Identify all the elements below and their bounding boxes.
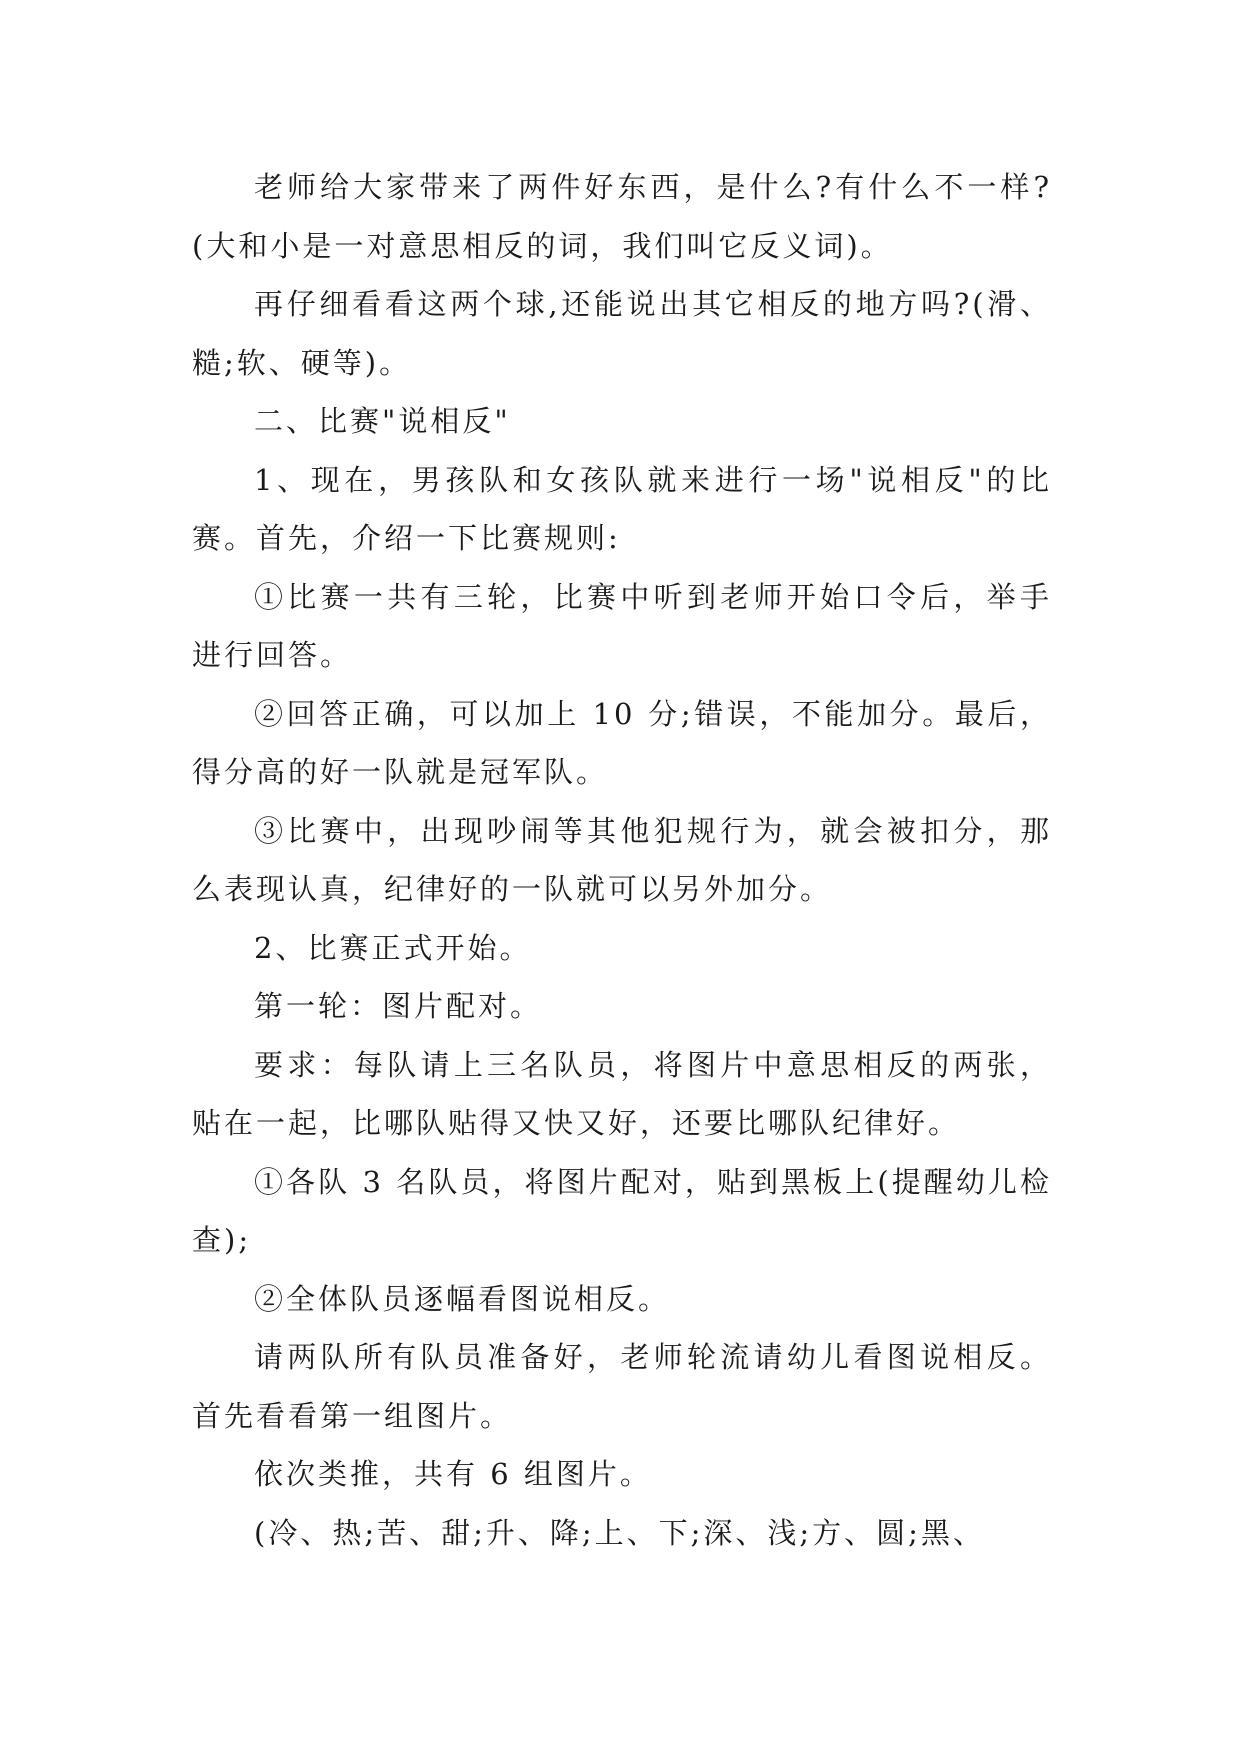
paragraph-teacher-instruction: 请两队所有队员准备好，老师轮流请幼儿看图说相反。首先看看第一组图片。 (192, 1340, 1052, 1433)
paragraph-intro-question: 老师给大家带来了两件好东西，是什么?有什么不一样?(大和小是一对意思相反的词，我们叫它反义词)。 (192, 170, 1052, 263)
paragraph-competition-intro: 1、现在，男孩队和女孩队就来进行一场"说相反"的比赛。首先，介绍一下比赛规则: (192, 462, 1052, 555)
round-one-requirements: 要求：每队请上三名队员，将图片中意思相反的两张，贴在一起，比哪队贴得又快又好，还要比哪队纪律好。 (192, 1047, 1052, 1140)
rule-item-3: ③比赛中，出现吵闹等其他犯规行为，就会被扣分，那么表现认真，纪律好的一队就可以另外加分。 (192, 813, 1052, 906)
paragraph-competition-start: 2、比赛正式开始。 (254, 930, 532, 965)
rule-item-2: ②回答正确，可以加上 10 分;错误，不能加分。最后，得分高的好一队就是冠军队。 (192, 696, 1053, 789)
round-one-title: 第一轮：图片配对。 (254, 989, 543, 1023)
round-one-step-2: ②全体队员逐幅看图说相反。 (254, 1281, 671, 1316)
paragraph-picture-groups: 依次类推，共有 6 组图片。 (254, 1457, 652, 1491)
paragraph-opposite-pairs: (冷、热;苦、甜;升、降;上、下;深、浅;方、圆;黑、 (254, 1515, 985, 1550)
section-heading-competition: 二、比赛"说相反" (254, 404, 511, 438)
round-one-step-1: ①各队 3 名队员，将图片配对，贴到黑板上(提醒幼儿检查); (192, 1164, 1052, 1257)
paragraph-ball-differences: 再仔细看看这两个球,还能说出其它相反的地方吗?(滑、糙;软、硬等)。 (192, 287, 1052, 380)
document-body (192, 158, 1052, 1562)
rule-item-1: ①比赛一共有三轮，比赛中听到老师开始口令后，举手进行回答。 (192, 579, 1052, 672)
